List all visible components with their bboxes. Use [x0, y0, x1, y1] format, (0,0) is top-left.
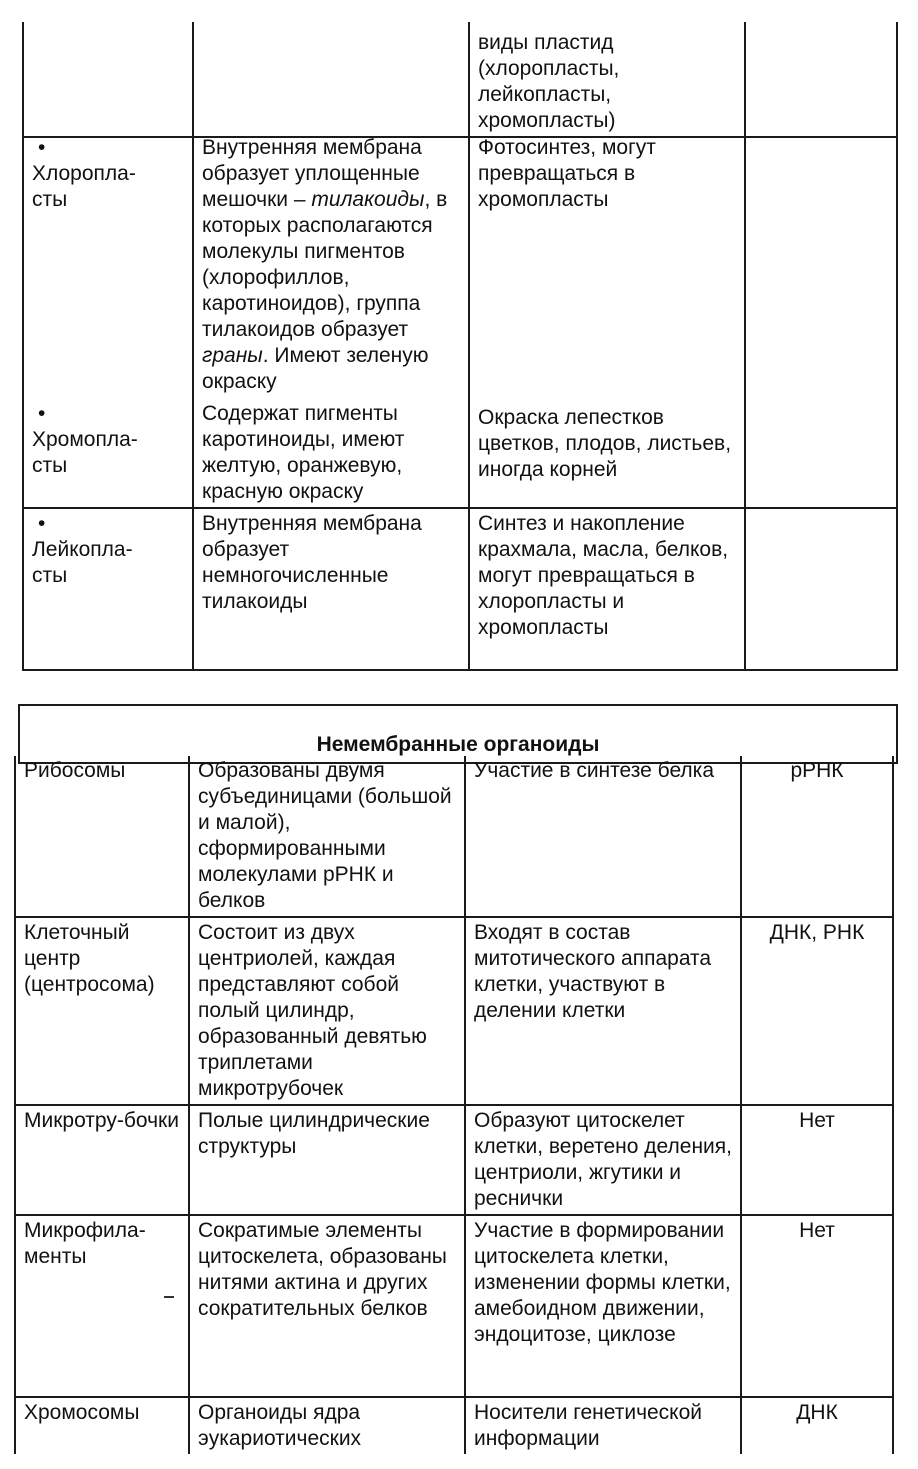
organelle-name: Клеточный центр (центросома) — [24, 921, 155, 996]
organelle-name: Хромопла- — [32, 428, 138, 451]
structure-cell — [193, 132, 469, 401]
structure-cell — [189, 1397, 465, 1454]
organelle-name-cell — [23, 132, 193, 401]
structure-cell — [193, 508, 469, 670]
function-text: Участие в синтезе белка — [474, 759, 715, 782]
table-row — [23, 132, 897, 401]
table-row — [23, 508, 897, 670]
function-cell — [469, 508, 745, 670]
organelle-name-cell — [15, 756, 189, 917]
stray-mark — [164, 1296, 174, 1298]
structure-text: Внутренняя мембрана образует немногочисленные тилакоиды — [202, 512, 422, 613]
nucleic-acid: ДНК, РНК — [769, 921, 865, 944]
nucleic-acid: Нет — [799, 1109, 835, 1132]
organelle-name-cont: сты — [32, 188, 68, 211]
structure-cell — [189, 917, 465, 1105]
function-text: Участие в формировании цитоскелета клетки, изменении формы клетки, амебоидном движении, эндоцитозе, циклозе — [474, 1219, 731, 1346]
table-row — [23, 22, 897, 137]
plastids-table-body — [22, 132, 898, 671]
organelle-name-cell — [23, 22, 193, 137]
organelle-name: Хромосомы — [24, 1401, 140, 1424]
table-row — [15, 917, 893, 1105]
nucleic-cell — [745, 508, 897, 670]
bullet: • — [38, 512, 46, 535]
organelle-name: Лейкопла- — [32, 538, 133, 561]
bullet: • — [38, 402, 46, 425]
table-row — [15, 1397, 893, 1454]
function-cell — [469, 132, 745, 401]
plastids-table — [22, 22, 898, 138]
nucleic-cell — [745, 132, 897, 401]
organelle-name-cell — [15, 1215, 189, 1397]
structure-text: , в которых располагаются молекулы пигментов (хлорофиллов, каротиноидов), группа тилакоидов образует — [202, 188, 448, 341]
function-text: Носители генетической информации — [474, 1401, 703, 1450]
function-text: Входят в состав митотического аппарата клетки, участвуют в делении клетки — [474, 921, 712, 1022]
function-cell — [465, 1215, 741, 1397]
nucleic-cell — [741, 1397, 893, 1454]
organelle-name: Хлоропла- — [32, 162, 136, 185]
organelle-name: Микрофила-менты — [24, 1219, 146, 1268]
function-text: Фотосинтез, могут превращаться в хромопласты — [478, 136, 656, 211]
structure-cell — [193, 401, 469, 508]
organelle-name-cont: сты — [32, 564, 68, 587]
function-cell — [465, 1397, 741, 1454]
organelle-name-cont: сты — [32, 454, 68, 477]
table-row — [23, 401, 897, 508]
function-cell — [465, 1105, 741, 1215]
organelle-name-cell — [23, 508, 193, 670]
organelle-name-cell — [15, 917, 189, 1105]
structure-text: Сократимые элементы цитоскелета, образованы нитями актина и других сократительных белков — [198, 1219, 447, 1320]
nucleic-cell — [741, 917, 893, 1105]
nucleic-acid: рРНК — [790, 759, 844, 782]
structure-text: Органоиды ядра эукариотических — [198, 1401, 362, 1450]
organelle-name-cell — [23, 401, 193, 508]
nucleic-acid: Нет — [799, 1219, 835, 1242]
structure-cell — [193, 22, 469, 137]
function-text: Образуют цитоскелет клетки, веретено деления, центриоли, жгутики и реснички — [474, 1109, 732, 1210]
section-header-table — [18, 704, 898, 764]
nucleic-cell — [741, 1215, 893, 1397]
structure-cell — [189, 1215, 465, 1397]
structure-text: Образованы двумя субъединицами (большой и малой), сформированными молекулами рРНК и белков — [198, 759, 452, 912]
organelle-name: Рибосомы — [24, 759, 126, 782]
bullet: • — [38, 136, 46, 159]
structure-text: Внутренняя мембрана образует уплощенные мешочки – — [202, 136, 422, 211]
nucleic-cell — [741, 1105, 893, 1215]
term-thylakoids: тилакоиды — [311, 188, 425, 211]
nucleic-acid: ДНК — [796, 1401, 838, 1424]
function-cell — [469, 22, 745, 137]
nucleic-cell — [745, 401, 897, 508]
nucleic-cell — [745, 22, 897, 137]
section-title: Немембранные органоиды — [19, 705, 897, 763]
organelle-name-cell — [15, 1397, 189, 1454]
function-cell — [469, 401, 745, 508]
function-cell — [465, 756, 741, 917]
nucleic-cell — [741, 756, 893, 917]
function-text: Синтез и накопление крахмала, масла, белков, могут превращаться в хлоропласты и хромопласты — [478, 512, 729, 639]
structure-cell — [189, 1105, 465, 1215]
table-row — [15, 1105, 893, 1215]
structure-text: Полые цилиндрические структуры — [198, 1109, 430, 1158]
table-row — [15, 756, 893, 917]
organelle-name-cell — [15, 1105, 189, 1215]
nonmembrane-table — [14, 756, 894, 1454]
structure-text: Содержат пигменты каротиноиды, имеют желтую, оранжевую, красную окраску — [202, 402, 405, 503]
function-text: виды пластид (хлоропласты, лейкопласты, хромопласты) — [478, 31, 620, 132]
function-text: Окраска лепестков цветков, плодов, листьев, иногда корней — [478, 406, 732, 481]
function-cell — [465, 917, 741, 1105]
term-grana: граны — [202, 344, 263, 367]
organelle-name: Микротру-бочки — [24, 1109, 179, 1132]
structure-text: . Имеют зеленую окраску — [202, 344, 429, 393]
structure-cell — [189, 756, 465, 917]
section-row — [19, 705, 897, 763]
table-row — [15, 1215, 893, 1397]
structure-text: Состоит из двух центриолей, каждая представляют собой полый цилиндр, образованный девятью триплетами микротрубочек — [198, 921, 427, 1100]
